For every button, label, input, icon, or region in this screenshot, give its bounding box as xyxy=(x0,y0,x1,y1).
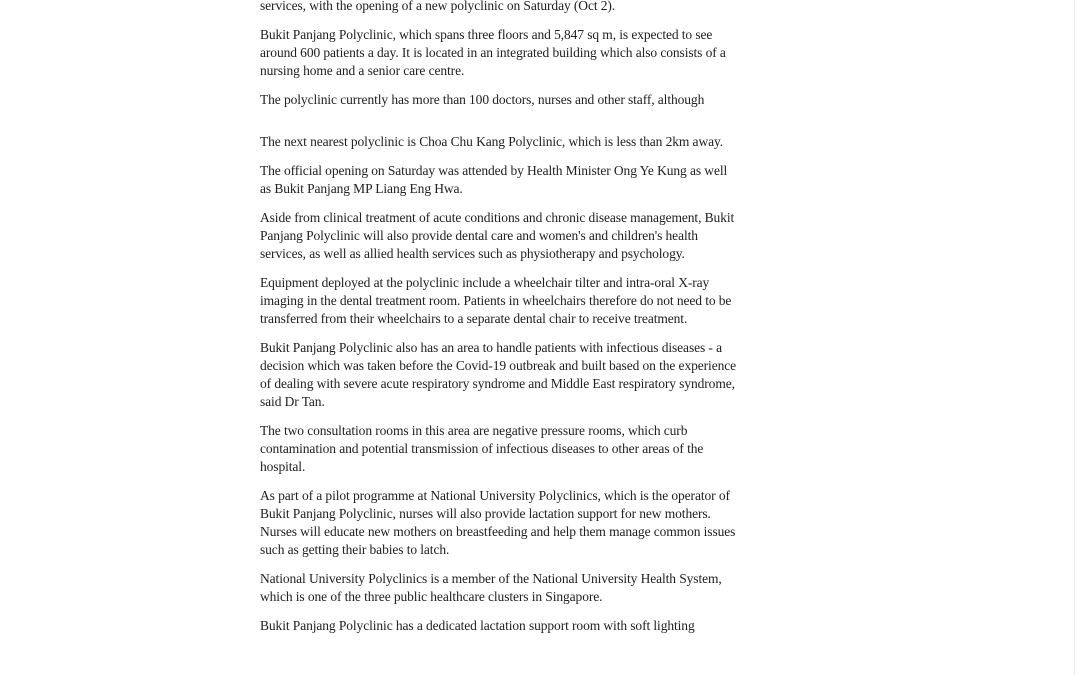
article-paragraph: The two consultation rooms in this area are negative pressure rooms, which curb contamination and potential transmission of infectious diseases to other areas of the hospital. xyxy=(260,423,704,474)
article-paragraph: The official opening on Saturday was attended by Health Minister Ong Ye Kung as well as Bukit Panjang MP Liang Eng Hwa. xyxy=(260,163,728,196)
article-paragraph: The next nearest polyclinic is Choa Chu Kang Polyclinic, which is less than 2km away. xyxy=(260,134,724,149)
article-paragraph: services, with the opening of a new polyclinic on Saturday (Oct 2). xyxy=(260,0,616,13)
article-paragraph: Bukit Panjang Polyclinic has a dedicated lactation support room with soft lighting xyxy=(260,618,695,633)
article-body-text xyxy=(260,0,736,646)
article-paragraph: The polyclinic currently has more than 100 doctors, nurses and other staff, although xyxy=(260,92,705,107)
article-paragraph: Bukit Panjang Polyclinic, which spans three floors and 5,847 sq m, is expected to see around 600 patients a day. It is located in an integrated building which also consists of a nursing home and a senior care centre. xyxy=(260,27,726,78)
article-paragraph: National University Polyclinics is a member of the National University Health System, which is one of the three public healthcare clusters in Singapore. xyxy=(260,571,722,604)
article-paragraph: Aside from clinical treatment of acute conditions and chronic disease management, Bukit Panjang Polyclinic will also provide dental care and women's and children's health services, as well as allied health services such as physiotherapy and psychology. xyxy=(260,210,735,261)
article-paragraph: As part of a pilot programme at National University Polyclinics, which is the operator of Bukit Panjang Polyclinic, nurses will also provide lactation support for new mothers. Nurses will educate new mothers on breastfeeding and help them manage common issues such as getting their babies to latch. xyxy=(260,488,736,557)
article-paragraph: Equipment deployed at the polyclinic include a wheelchair tilter and intra-oral X-ray imaging in the dental treatment room. Patients in wheelchairs therefore do not need to be transferred from their wheelchairs to a separate dental chair to receive treatment. xyxy=(260,275,732,326)
window-edge-divider xyxy=(1074,0,1075,675)
article-paragraph: Bukit Panjang Polyclinic also has an area to handle patients with infectious diseases - a decision which was taken before the Covid-19 outbreak and built based on the experience of dealing with severe acute respiratory syndrome and Middle East respiratory syndrome, said Dr Tan. xyxy=(260,340,737,409)
